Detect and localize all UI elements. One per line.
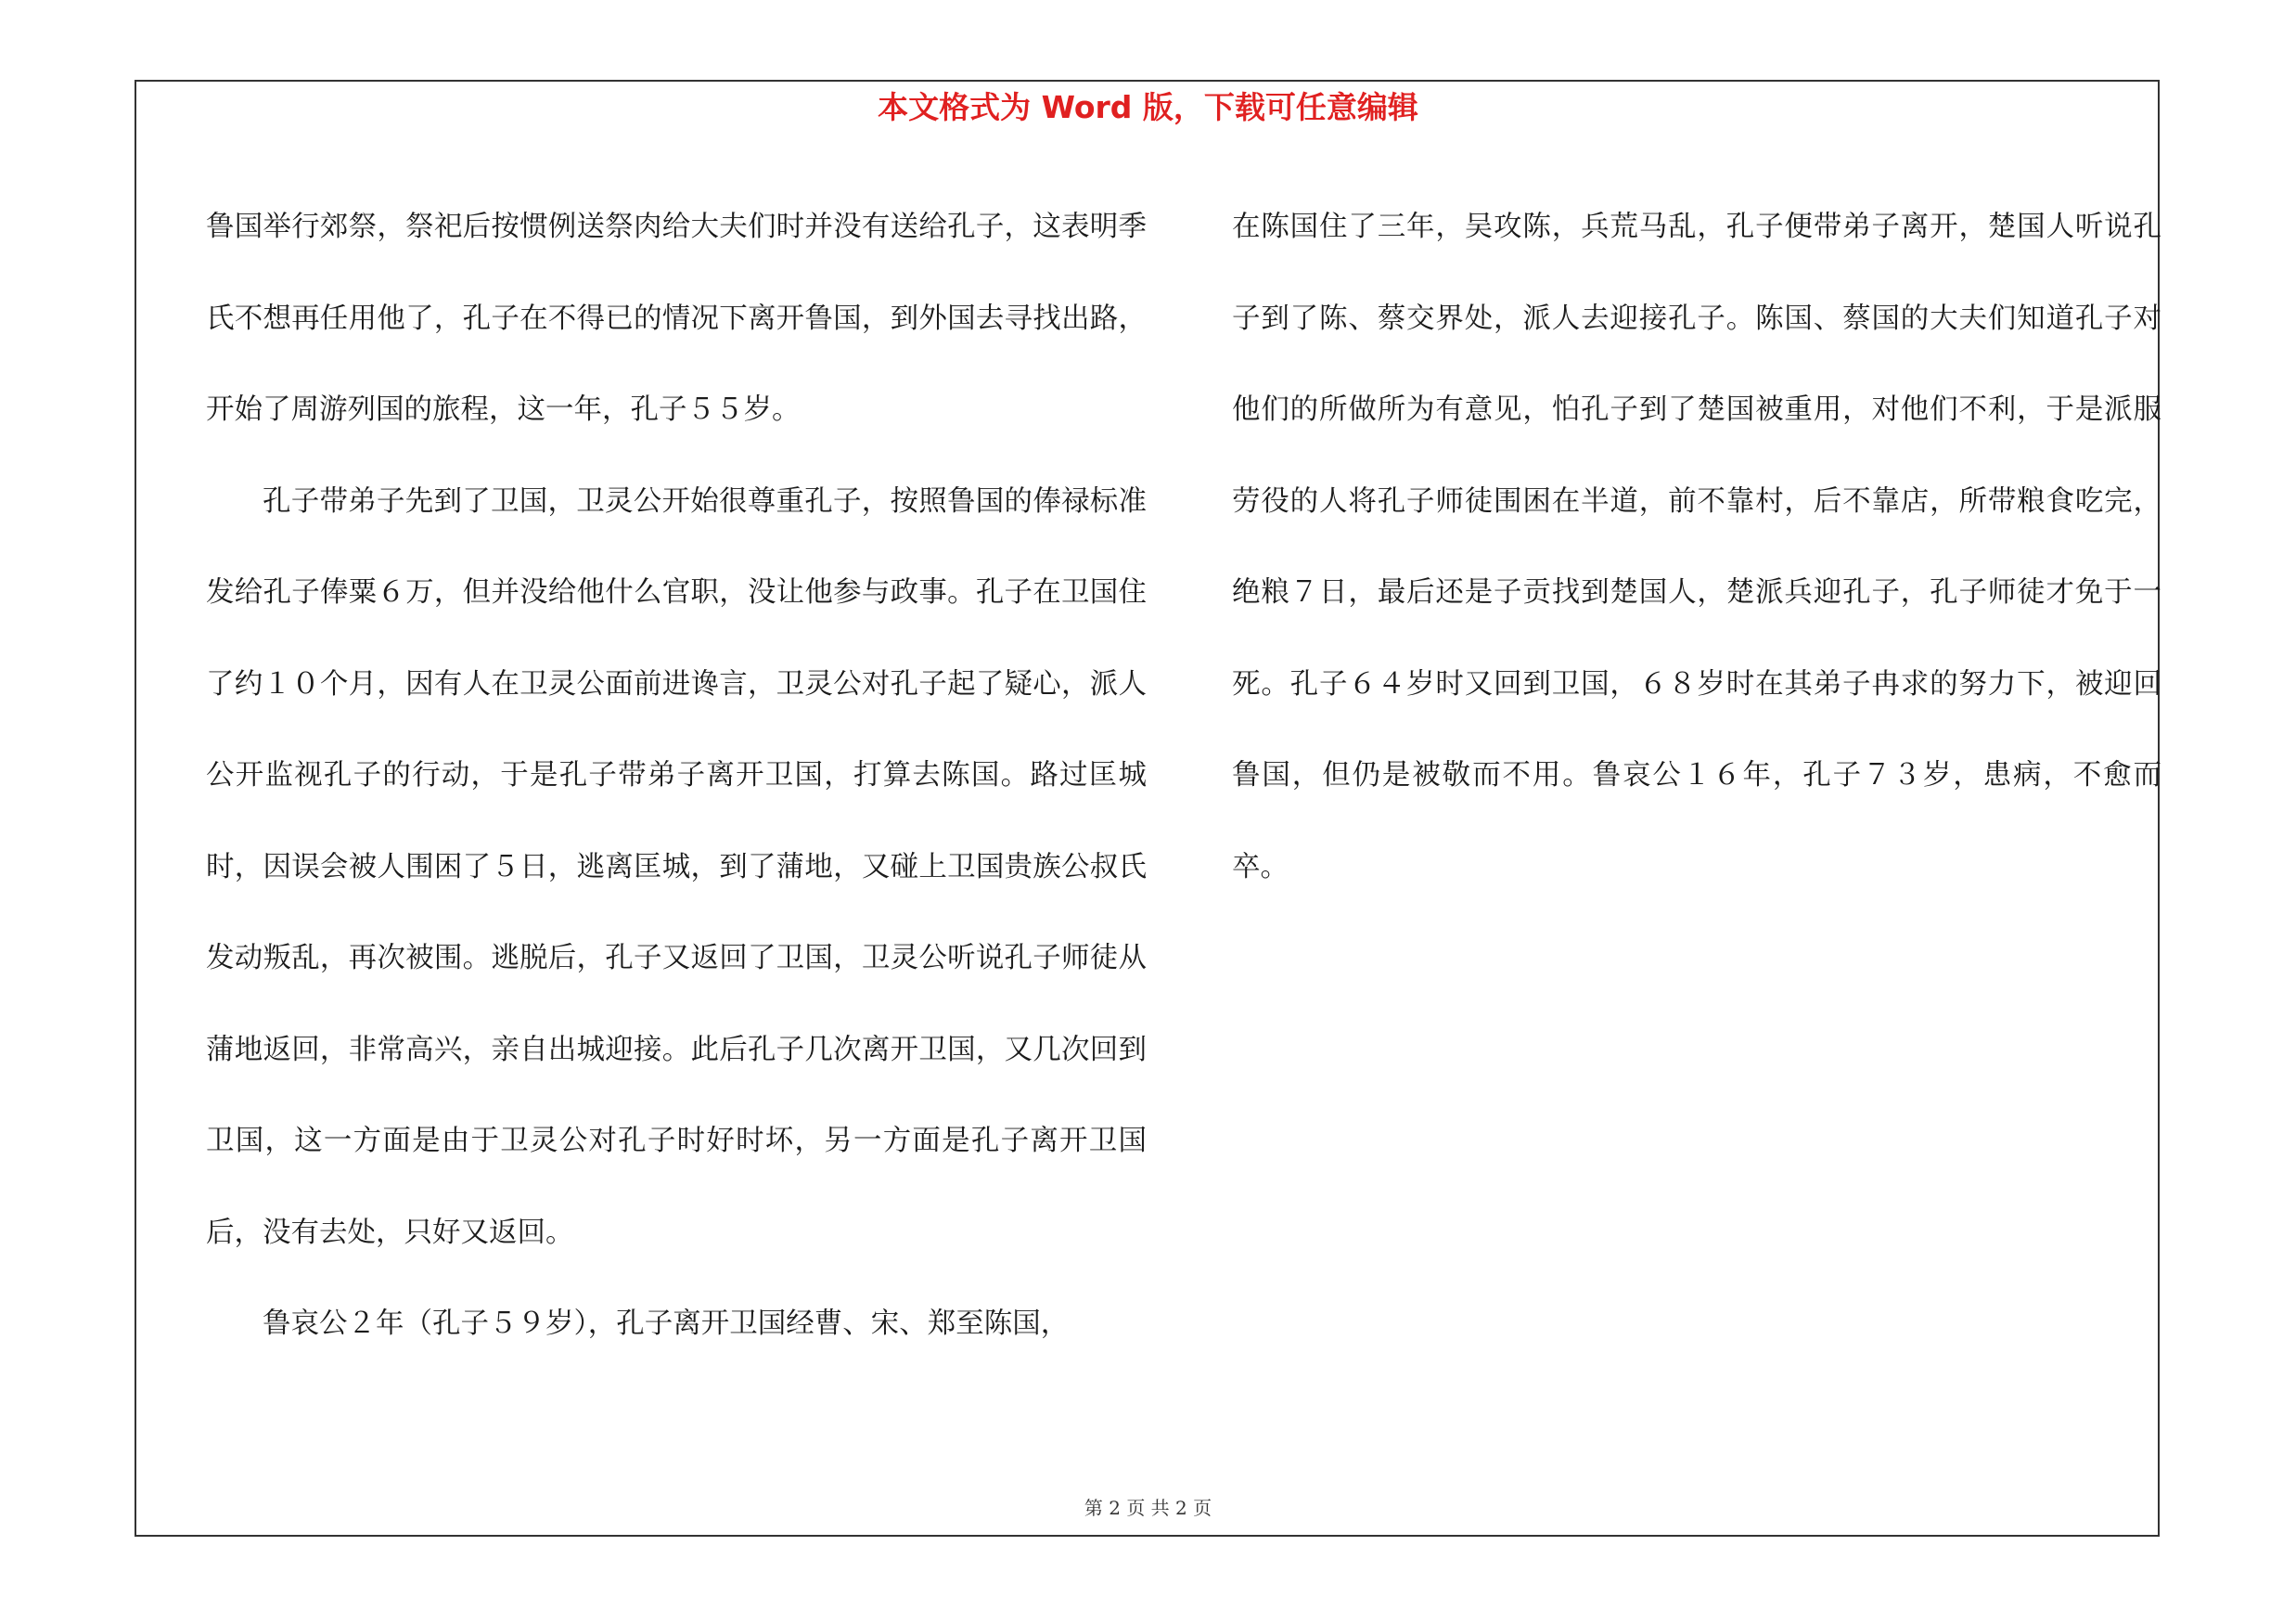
paragraph: 孔子带弟子先到了卫国，卫灵公开始很尊重孔子，按照鲁国的俸禄标准发给孔子俸粟６万，但并没给他什么官职，没让他参与政事。孔子在卫国住了约１０个月，因有人在卫灵公面前进谗言，卫灵公对孔子起了疑心，派人公开监视孔子的行动，于是孔子带弟子离开卫国，打算去陈国。路过匡城时，因误会被人围困了５日，逃离匡城，到了蒲地，又碰上卫国贵族公叔氏发动叛乱，再次被围。逃脱后，孔子又返回了卫国，卫灵公听说孔子师徒从蒲地返回，非常高兴，亲自出城迎接。此后孔子几次离开卫国，又几次回到卫国，这一方面是由于卫灵公对孔子时好时坏，另一方面是孔子离开卫国后，没有去处，只好又返回。 [206,484,1147,1249]
paragraph: 在陈国住了三年，吴攻陈，兵荒马乱，孔子便带弟子离开，楚国人听说孔子到了陈、蔡交界处，派人去迎接孔子。陈国、蔡国的大夫们知道孔子对他们的所做所为有意见，怕孔子到了楚国被重用，对他们不利，于是派服劳役的人将孔子师徒围困在半道，前不靠村，后不靠店，所带粮食吃完，绝粮７日，最后还是子贡找到楚国人，楚派兵迎孔子，孔子师徒才免于一死。孔子６４岁时又回到卫国，６８岁时在其弟子冉求的努力下，被迎回鲁国，但仍是被敬而不用。鲁哀公１６年，孔子７３岁，患病，不愈而卒。 [1232,211,2161,883]
header-banner: 本文格式为 Word 版，下载可任意编辑 [878,89,1418,125]
paragraph: 鲁国举行郊祭，祭祀后按惯例送祭肉给大夫们时并没有送给孔子，这表明季氏不想再任用他了，孔子在不得已的情况下离开鲁国，到外国去寻找出路，开始了周游列国的旅程，这一年，孔子５５岁。 [206,211,1147,426]
left-column [206,182,1147,1371]
right-column [1232,182,2161,913]
page-footer: 第 2 页 共 2 页 [1084,1497,1212,1519]
paragraph: 鲁哀公２年（孔子５９岁），孔子离开卫国经曹、宋、郑至陈国， [263,1307,1070,1340]
